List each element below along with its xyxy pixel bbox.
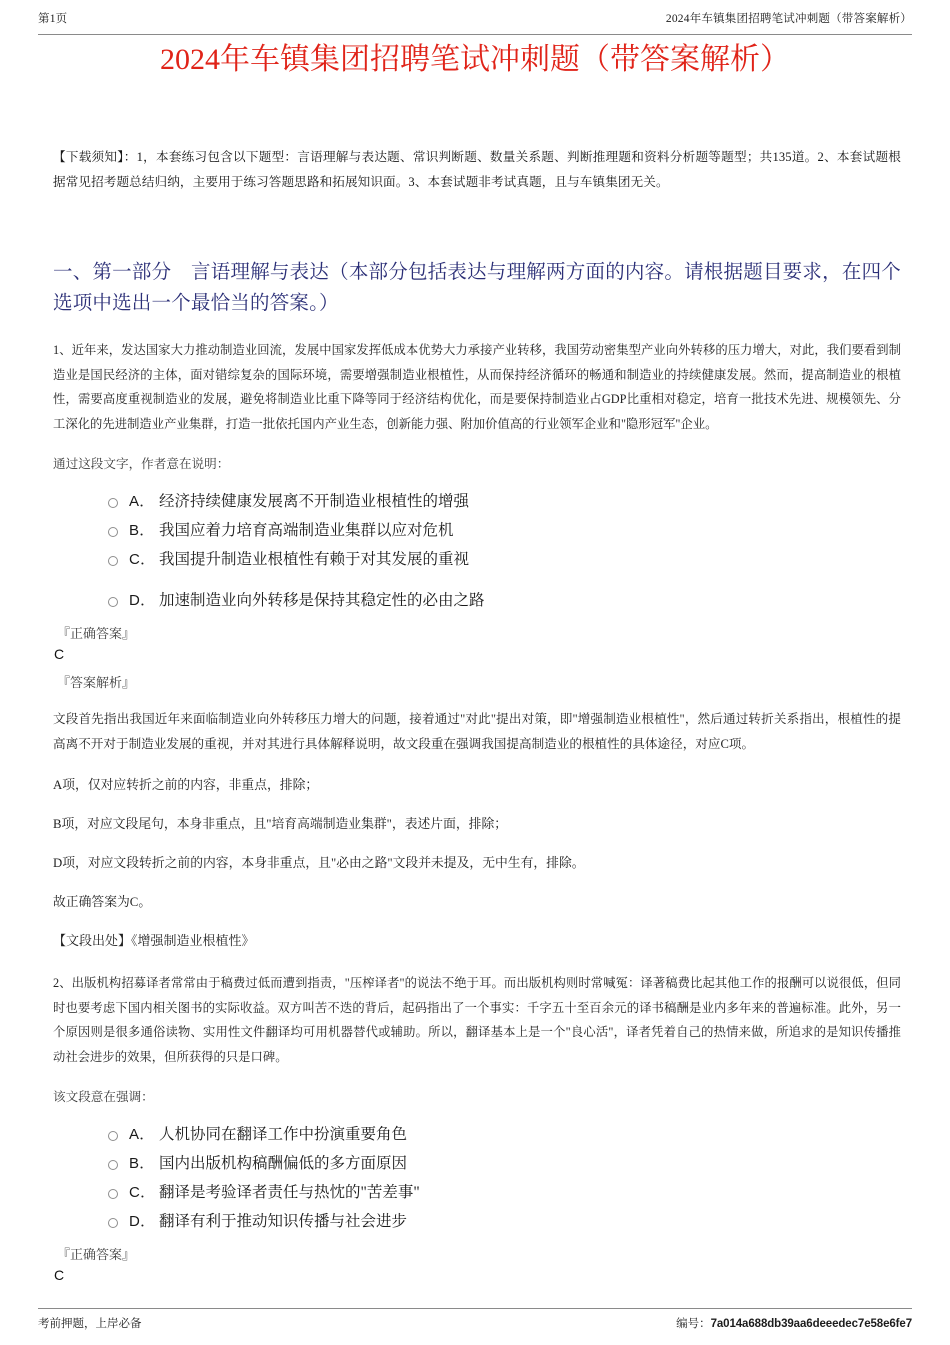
option-label: 我国应着力培育高端制造业集群以应对危机 [159, 522, 454, 539]
question-stem: 1、近年来，发达国家大力推动制造业回流，发展中国家发挥低成本优势大力承接产业转移，我国劳动密集型产业向外转移的压力增大，对此，我们要看到制造业是国民经济的主体，面对错综复杂的国际环境，需要增强制造业根植性，从而保持经济循环的畅通和制造业的持续健康发展。然而，提高制造业的根植性，需要高度重视制造业的发展，避免将制造业比重下降等同于经济结构优化，而是要保持制造业占GDP比重相对稳定，培育一批技术先进、规模领先、分工深化的先进制造业产业集群，打造一批依托国内产业生态，创新能力强、附加价值高的行业领军企业和"隐形冠军"企业。 [53, 343, 901, 431]
radio-button-icon[interactable] [108, 1189, 118, 1199]
analysis-conclusion: 故正确答案为C。 [53, 895, 152, 909]
option-row[interactable] [108, 1120, 901, 1149]
option-label: 翻译是考验译者责任与热忱的"苦差事" [159, 1184, 420, 1201]
option-row[interactable] [108, 545, 901, 574]
question-block [53, 971, 901, 1285]
option-list [53, 487, 901, 615]
footer-slogan: 考前押题，上岸必备 [38, 1318, 142, 1330]
page-number-label: 第1页 [38, 13, 68, 25]
analysis-point: B项，对应文段尾句，本身非重点，且"培育高端制造业集群"，表述片面，排除； [53, 817, 508, 831]
download-notice: 【下载须知】：1，本套练习包含以下题型：言语理解与表达题、常识判断题、数量关系题、判断推理题和资料分析题等题型；共135道。2、本套试题根据常见招考题总结归纳，主要用于练习答题思路和拓展知识面。3、本套试题非考试真题，且与车镇集团无关。 [53, 150, 901, 189]
question-stem: 2、出版机构招募译者常常由于稿费过低而遭到指责，"压榨译者"的说法不绝于耳。而出版机构则时常喊冤：译著稿费比起其他工作的报酬可以说很低，但同时也要考虑下国内相关图书的实际收益。双方叫苦不迭的背后，起码指出了一个事实：千字五十至百余元的译书稿酬是业内多年来的普遍标准。此外，另一个原因则是很多通俗读物、实用性文件翻译均可用机器替代或辅助。所以，翻译基本上是一个"良心活"，译者凭着自己的热情来做，所追求的是知识传播推动社会进步的效果，但所获得的只是口碑。 [53, 976, 901, 1064]
footer-serial [676, 1315, 912, 1331]
option-label: 国内出版机构稿酬偏低的多方面原因 [159, 1155, 408, 1172]
page-header [38, 10, 912, 35]
option-letter: D． [129, 1213, 156, 1230]
serial-label: 编号： [676, 1318, 711, 1330]
radio-button-icon[interactable] [108, 556, 118, 566]
option-row[interactable] [108, 1207, 901, 1236]
option-letter: A． [129, 493, 155, 510]
serial-code: 7a014a688db39aa6deeedec7e58e6fe7 [710, 1318, 912, 1330]
option-row[interactable] [108, 586, 901, 615]
answer-analysis-text: 文段首先指出我国近年来面临制造业向外转移压力增大的问题，接着通过"对此"提出对策，即"增强制造业根植性"，然后通过转折关系指出，根植性的提高离不开对于制造业发展的重视，并对其进行具体解释说明，故文段重在强调我国提高制造业的根植性的具体途径，对应C项。 [53, 712, 901, 751]
option-label: 经济持续健康发展离不开制造业根植性的增强 [159, 493, 470, 510]
option-row[interactable] [108, 487, 901, 516]
option-list [53, 1120, 901, 1236]
radio-button-icon[interactable] [108, 597, 118, 607]
correct-answer-label: 『正确答案』 [57, 1247, 136, 1262]
analysis-point: A项，仅对应转折之前的内容，非重点，排除； [53, 778, 319, 792]
radio-button-icon[interactable] [108, 1218, 118, 1228]
page-footer [38, 1308, 912, 1331]
option-label: 我国提升制造业根植性有赖于对其发展的重视 [159, 551, 470, 568]
option-row[interactable] [108, 1178, 901, 1207]
correct-answer-value: C [54, 1267, 65, 1283]
option-letter: B． [129, 1155, 155, 1172]
question-prompt: 该文段意在强调： [53, 1090, 154, 1104]
option-letter: C． [129, 551, 156, 568]
document-title: 2024年车镇集团招聘笔试冲刺题（带答案解析） [160, 43, 790, 76]
option-label: 人机协同在翻译工作中扮演重要角色 [159, 1126, 408, 1143]
header-running-title: 2024年车镇集团招聘笔试冲刺题（带答案解析） [665, 13, 912, 25]
answer-analysis-label: 『答案解析』 [57, 675, 136, 690]
correct-answer-value: C [54, 646, 65, 662]
radio-button-icon[interactable] [108, 498, 118, 508]
option-row[interactable] [108, 1149, 901, 1178]
passage-source: 【文段出处】《增强制造业根植性》 [53, 933, 255, 948]
question-block [53, 338, 901, 952]
section-heading: 一、第一部分 言语理解与表达（本部分包括表达与理解两方面的内容。请根据题目要求，在四个选项中选出一个最恰当的答案。） [53, 262, 901, 314]
correct-answer-label: 『正确答案』 [57, 626, 136, 641]
radio-button-icon[interactable] [108, 527, 118, 537]
option-letter: C． [129, 1184, 156, 1201]
document-content [53, 145, 901, 1285]
option-letter: B． [129, 522, 155, 539]
option-label: 加速制造业向外转移是保持其稳定性的必由之路 [159, 592, 485, 609]
question-prompt: 通过这段文字，作者意在说明： [53, 457, 230, 471]
analysis-point: D项，对应文段转折之前的内容，本身非重点，且"必由之路"文段并未提及，无中生有，排除。 [53, 856, 585, 870]
radio-button-icon[interactable] [108, 1131, 118, 1141]
option-label: 翻译有利于推动知识传播与社会进步 [159, 1213, 408, 1230]
option-letter: A． [129, 1126, 155, 1143]
radio-button-icon[interactable] [108, 1160, 118, 1170]
option-row[interactable] [108, 516, 901, 545]
option-letter: D． [129, 592, 156, 609]
